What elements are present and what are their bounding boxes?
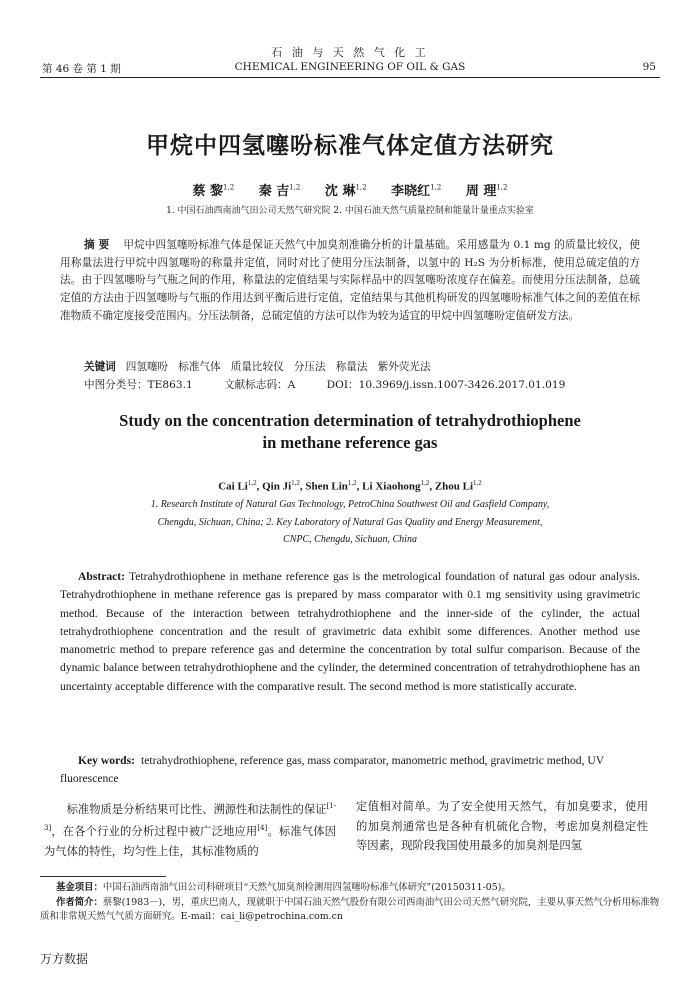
author-en: Qin Ji (262, 480, 292, 493)
citation: [1-3] (44, 802, 336, 833)
document-code: 文献标志码：A (224, 379, 296, 391)
abstract-cn-label: 摘 要 (84, 239, 110, 251)
keywords-cn (84, 359, 431, 374)
author-cn: 秦 吉$^{1,2}$ (258, 183, 301, 199)
authors-cn (0, 180, 700, 199)
paper-title-en (0, 410, 700, 454)
header-rule (40, 77, 660, 78)
abstract-en (60, 568, 640, 696)
body-column-left: 标准物质是分析结果可比性、溯源性和法制性的保证[1-3]，在各个行业的分析过程中被广泛地应用[4]。标准气体因为气体的特性，均匀性上佳，其标准物质的 (44, 802, 336, 858)
footnote-rule (40, 876, 166, 877)
journal-title-cn: 石 油 与 天 然 气 化 工 (271, 46, 429, 59)
paper-title-cn: 甲烷中四氢噻吩标准气体定值方法研究 (146, 133, 554, 159)
volume-issue: 第 46 卷 第 1 期 (42, 63, 121, 75)
classification-line (84, 377, 593, 392)
author-cn: 周 理$^{1,2}$ (465, 183, 508, 199)
watermark-label: 万方数据 (40, 952, 89, 966)
author-en: Shen Lin (305, 480, 348, 493)
journal-title-en: CHEMICAL ENGINEERING OF OIL & GAS (234, 61, 466, 73)
footnote (40, 881, 660, 925)
abstract-en-label: Abstract: (78, 570, 126, 583)
paper-title-en-line: in methane reference gas (262, 433, 438, 452)
affiliations-cn: 1. 中国石油西南油气田公司天然气研究院 2. 中国石油天然气质量控制和能量计量重点实验室 (166, 206, 534, 216)
keywords-cn-text: 四氢噻吩 标准气体 质量比较仪 分压法 称量法 紫外荧光法 (125, 361, 431, 373)
affiliation-en-line: Chengdu, Sichuan, China; 2. Key Laboratory of Natural Gas Quality and Energy Measurement, (157, 516, 543, 528)
keywords-en-text: tetrahydrothiophene, reference gas, mass comparator, manometric method, gravimetric method, UV fluorescence (60, 754, 604, 786)
paper-title-en-line: Study on the concentration determination of tetrahydrothiophene (119, 411, 581, 430)
abstract-cn (60, 237, 640, 326)
page-number: 95 (642, 61, 656, 73)
keywords-en-label: Key words: (78, 754, 135, 767)
body-column-right: 定值相对简单。为了安全使用天然气，有加臭要求，使用的加臭剂通常也是各种有机硫化合物，考虑加臭剂稳定性等因素，现阶段我国使用最多的加臭剂是四氢 (356, 800, 648, 852)
affiliation-en-line: CNPC, Chengdu, Sichuan, China (283, 534, 417, 545)
author-cn: 沈 琳$^{1,2}$ (324, 183, 367, 199)
affiliation-en-line: 1. Research Institute of Natural Gas Technology, PetroChina Southwest Oil and Gasfield Company, (150, 499, 550, 510)
author-en: Cai Li (218, 480, 248, 493)
author-en: Li Xiaohong (362, 480, 421, 493)
author-cn: 李晓红$^{1,2}$ (391, 183, 442, 199)
doi: DOI：10.3969/j.issn.1007-3426.2017.01.019 (326, 379, 566, 391)
author-bio: 作者简介：蔡黎(1983－)，男，重庆巴南人，现就职于中国石油天然气股份有限公司西南油气田公司天然气研究院，主要从事天然气分析用标准物质和非常规天然气气质方面研究。E-mail：cai_li@petrochina.com.cn (40, 896, 660, 922)
affiliations-en (0, 496, 700, 549)
author-en: Zhou Li (434, 480, 474, 493)
clc-number: 中图分类号：TE863.1 (84, 379, 193, 391)
citation: [4] (257, 824, 268, 833)
abstract-en-text: Tetrahydrothiophene in methane reference gas is the metrological foundation of natural gas odour analysis. Tetrahydrothiophene in methane reference gas is prepared by mass comparator with 0.1 mg sensitivity using gravimetric method. Because of the interaction between tetrahydrothiophene and the inner-side of the cylinder, the actual tetrahydrothiophene concentration and the result of gravimetric data exhibit some differences. Another method use manometric method to prepare reference gas and determine the concentration by total sulfur comparison. Because of the dynamic balance between tetrahydrothiophene and the cylinder, the determined concentration of tetrahydrothiophene has an uncertainty acceptable difference with the comparative result. The second method is more statistically accurate. (60, 570, 640, 693)
abstract-cn-text: 甲烷中四氢噻吩标准气体是保证天然气中加臭剂准确分析的计量基础。采用感量为 0.1 mg 的质量比较仪，使用称量法进行甲烷中四氢噻吩的称量并定值，同时对比了使用分压法制备，以氢中的 H₂S 为分析标准，使用总硫定值的方法。由于四氢噻吩与气瓶之间的作用，称量法的定值结果与实际样品中的四氢噻吩浓度存在偏差。而使用分压法制备，总硫定值的方法由于四氢噻吩与气瓶的作用达到平衡后进行定值，定值结果与其他机构研发的四氢噻吩标准气体之间的差值在标准物质不确定度接受范围内。分压法制备，总硫定值的方法可以作为较为适宜的甲烷中四氢噻吩定值研发方法。 (60, 239, 640, 322)
keywords-cn-label: 关键词 (84, 361, 116, 373)
authors-en: Cai Li$^{1,2}$, Qin Ji$^{1,2}$, Shen Lin$^{1,2}$, Li Xiaohong$^{1,2}$, Zhou Li$^{1,2}$ (218, 479, 482, 493)
funding-note: 基金项目：中国石油西南油气田公司科研项目“天然气加臭剂检测用四氢噻吩标准气体研究”(20150311-05)。 (56, 882, 511, 893)
keywords-en (60, 752, 640, 789)
author-cn: 蔡 黎$^{1,2}$ (192, 183, 235, 199)
